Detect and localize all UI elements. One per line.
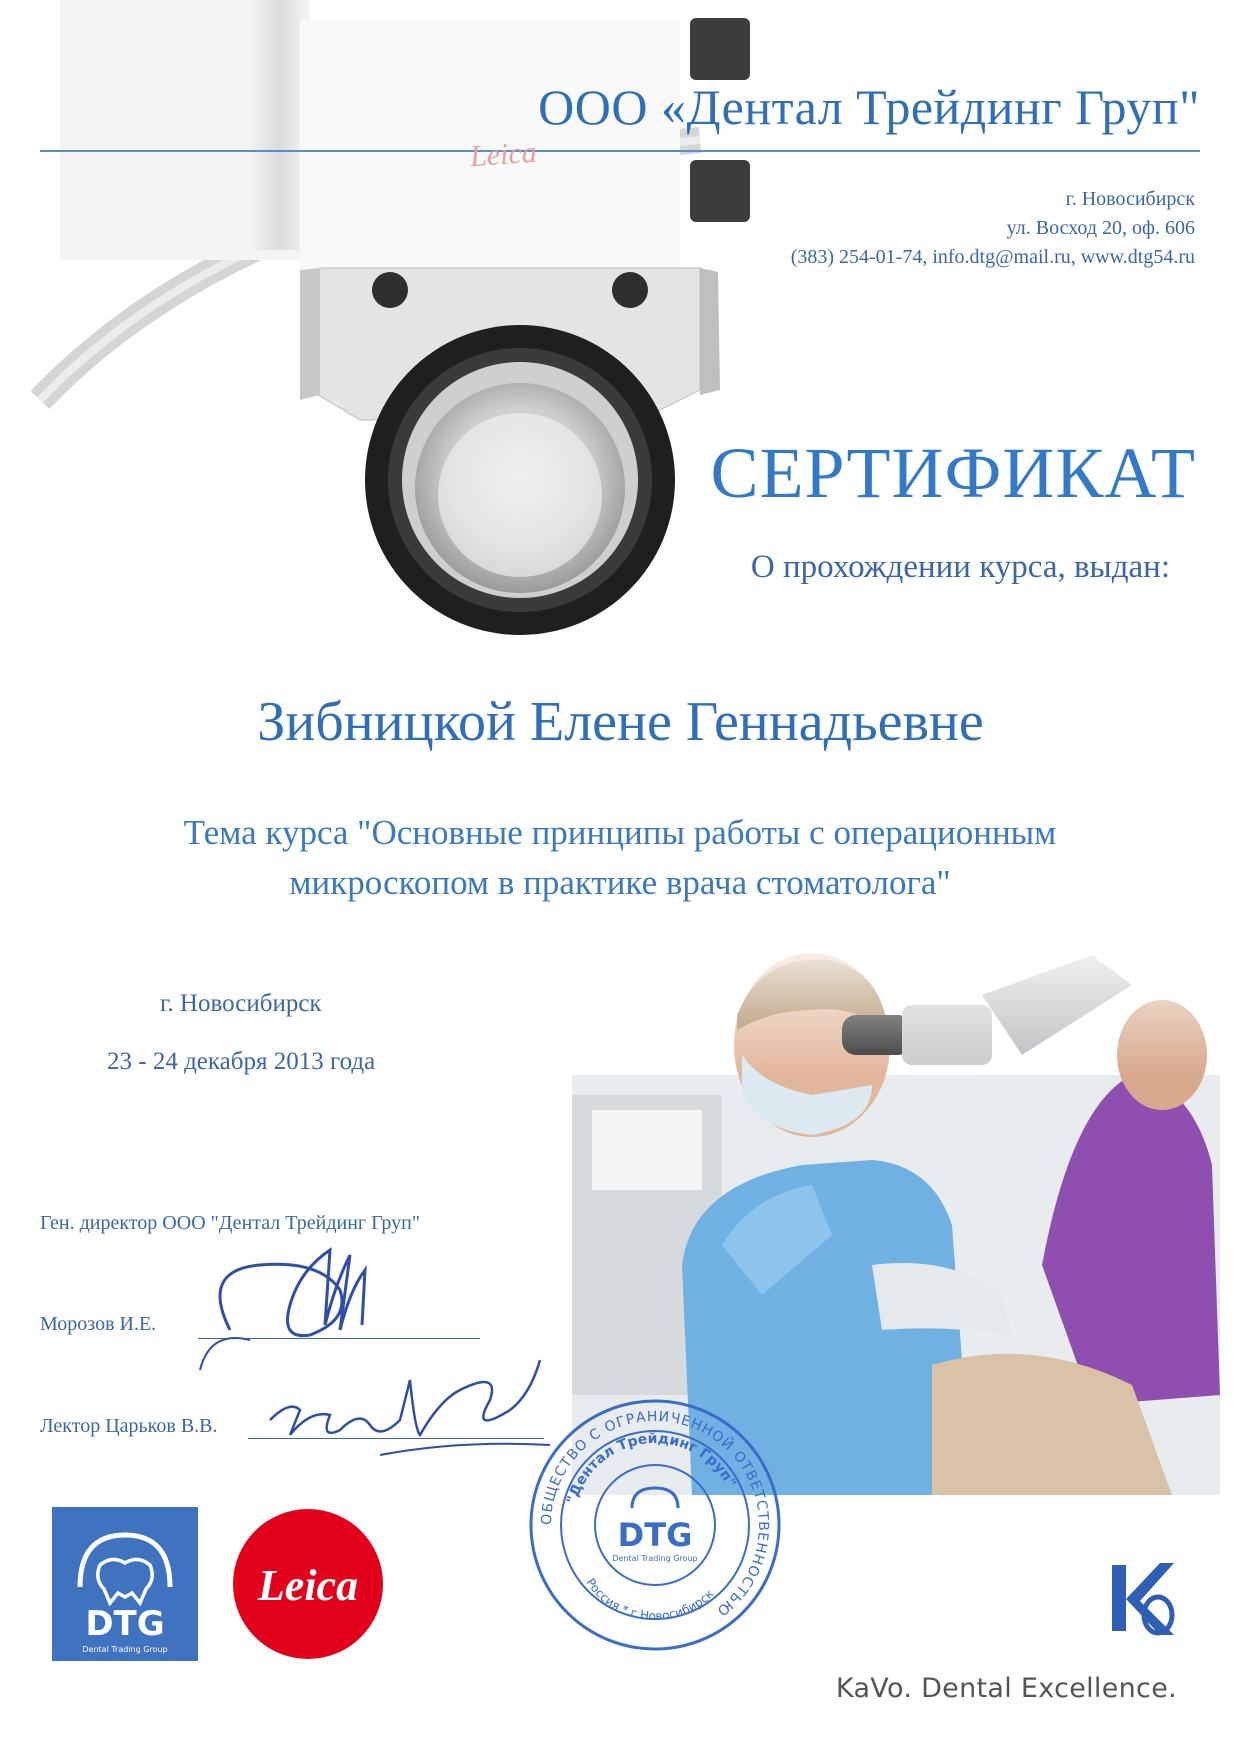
leica-watermark: Leica (468, 135, 538, 174)
company-address (595, 185, 1195, 272)
stamp-center-subtext: Dental Trading Group (612, 1554, 698, 1563)
tooth-icon (52, 1507, 198, 1661)
issued-text: О прохождении курса, выдан: (750, 549, 1170, 585)
kavo-logo-icon (1104, 1555, 1180, 1641)
dtg-logo-subtext: Dental Trading Group (82, 1645, 168, 1654)
address-street: ул. Восход 20, оф. 606 (1006, 217, 1195, 239)
address-city: г. Новосибирск (1065, 188, 1195, 210)
stamp-bottom-text: Россия * г.Новосибирск (583, 1575, 717, 1624)
dtg-logo-text: DTG (85, 1604, 165, 1644)
course-city: г. Новосибирск (160, 990, 322, 1017)
stamp-ring-text: ОБЩЕСТВО С ОГРАНИЧЕННОЙ ОТВЕТСТВЕННОСТЬЮ (538, 1408, 772, 1620)
course-topic (40, 808, 1200, 908)
company-name: ООО «Дентал Трейдинг Груп" (538, 79, 1200, 135)
kavo-tagline: KaVo. Dental Excellence. (835, 1673, 1177, 1704)
course-topic-line: микроскопом в практике врача стоматолога" (289, 863, 951, 902)
lector-signature (260, 1340, 560, 1470)
director-title: Ген. директор ООО "Дентал Трейдинг Груп" (40, 1212, 421, 1234)
lector-name: Лектор Царьков В.В. (40, 1415, 218, 1437)
dtg-logo (52, 1507, 198, 1661)
header-divider (40, 150, 1200, 152)
leica-logo-text: Leica (257, 1561, 359, 1610)
address-contacts: (383) 254-01-74, info.dtg@mail.ru, www.dtg54.ru (790, 246, 1195, 268)
certificate-title: СЕРТИФИКАТ (710, 433, 1196, 513)
course-dates: 23 - 24 декабря 2013 года (107, 1048, 376, 1075)
leica-logo (232, 1508, 384, 1660)
stamp-center-text: DTG (617, 1516, 693, 1554)
course-topic-line: Тема курса "Основные принципы работы с операционным (183, 813, 1057, 852)
director-name: Морозов И.Е. (40, 1313, 157, 1335)
recipient-name: Зибницкой Елене Геннадьевне (257, 691, 984, 753)
company-stamp (528, 1398, 782, 1652)
stamp-tooth-icon (632, 1488, 678, 1508)
stamp-inner-text: "Дентал Трейдинг Груп" (563, 1430, 739, 1506)
